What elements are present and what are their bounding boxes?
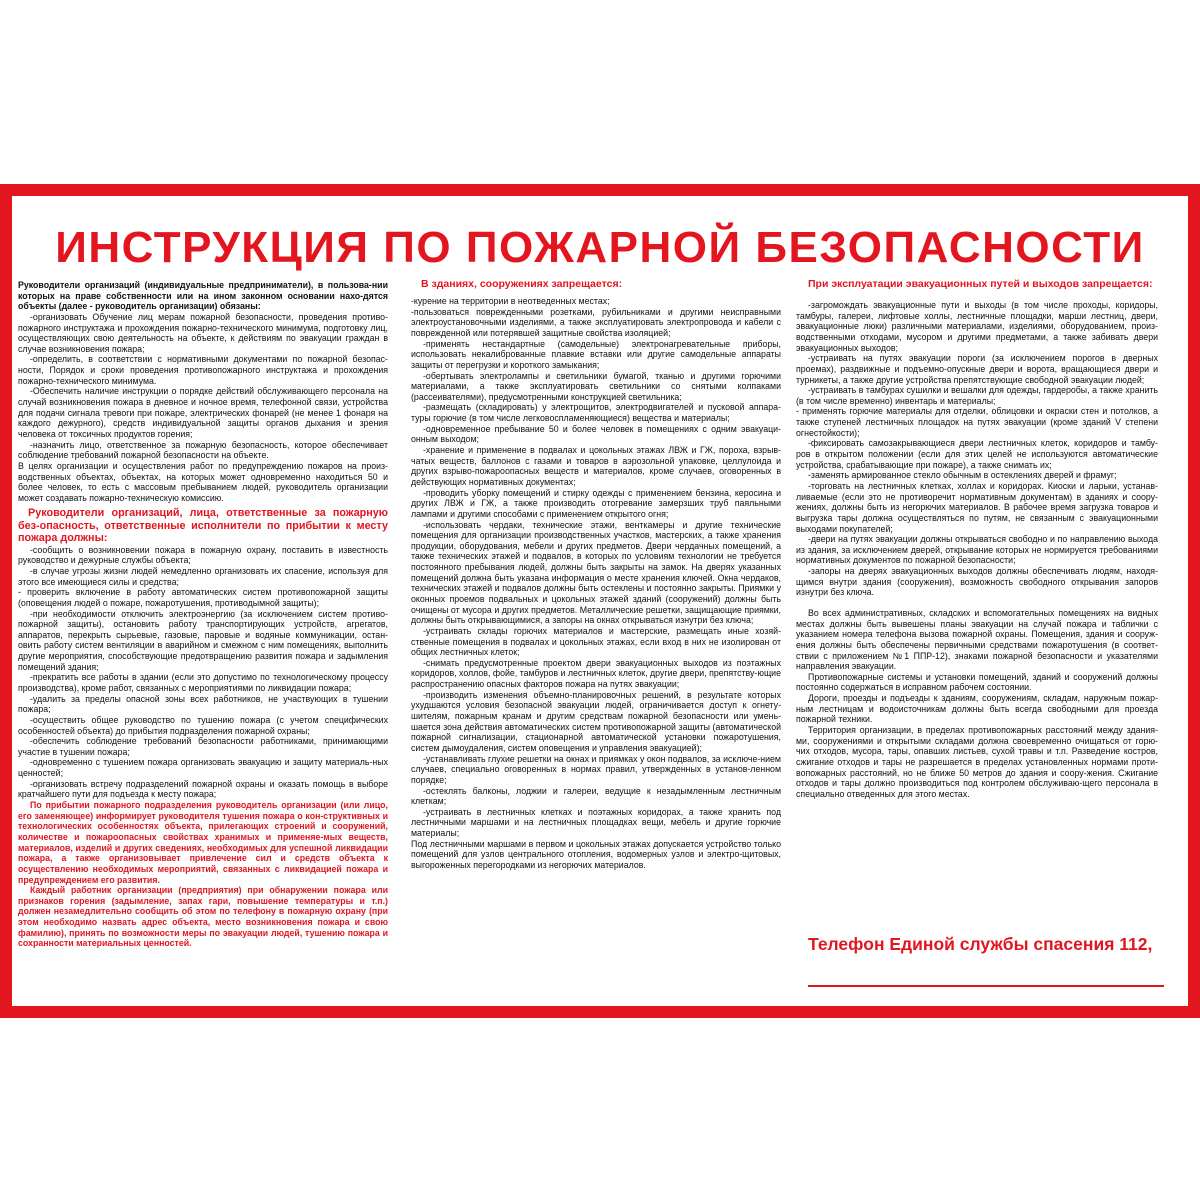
col2-item: -устраивать в лестничных клетках и поэтажных коридорах, а также хранить под лестничными маршами и на лестничных площадках вещи, мебель и другие горючие материалы;	[411, 806, 781, 839]
col2-item: -курение на территории в неотведенных местах;	[411, 296, 610, 307]
col3-paragraph: Дороги, проезды и подъезды к зданиям, сооружениям, складам, наружным пожар-ным лестницам и водоисточникам должны быть всегда свободными для проезда пожарной техники.	[796, 693, 1158, 725]
col1-red-paragraph: По прибытии пожарного подразделения руководитель организации (или лицо, его заменяющее) информирует руководителя тушения пожара о кон-структивных и технологических особенностях объекта, прилегающих строений и сооружений, количестве и пожароопасных свойствах хранимых и применяе-мых веществ, материалов, изделий и других сведениях, необходимых для успешной ликвидации пожара, а также организовывает привлечение сил и средств объекта к осуществлению необходимых мероприятий, связанных с ликвидацией пожара и предупреждением его развития.	[18, 800, 388, 885]
col2-item: -применять нестандартные (самодельные) электронагревательные приборы, использовать некалиброванные плавкие вставки или другие самодельные аппараты защиты от перегрузки и короткого замыкания;	[411, 338, 781, 370]
col2-item: -обертывать электролампы и светильники бумагой, тканью и другими горючими материалами, а также эксплуатировать светильники со снятыми колпаками (рассеивателями), предусмотренными конструкцией светильника;	[411, 370, 781, 402]
col1-item: -сообщить о возникновении пожара в пожарную охрану, поставить в известность руководство и дежурные службы объекта;	[18, 544, 388, 566]
col1-item: - проверить включение в работу автоматических систем противопожарной защиты (оповещения людей о пожаре, пожаротушения, противодымной защиты);	[18, 587, 388, 608]
col1-item: -одновременно с тушением пожара организовать эвакуацию и защиту материаль-ных ценностей;	[18, 757, 388, 779]
col2-item: -устанавливать глухие решетки на окнах и приямках у окон подвалов, за исключе-нием случаев, специально оговоренных в нормах правил, утвержденных в установ-ленном порядке;	[411, 753, 781, 785]
col2-item: -остеклять балконы, лоджии и галереи, ведущие к незадымленным лестничным клеткам;	[411, 785, 781, 807]
col3-item: -фиксировать самозакрывающиеся двери лестничных клеток, коридоров и тамбу-ров в открытом положении (если для этих целей не используются автоматические устройства, срабатывающие при пожаре), а также снимать их;	[796, 438, 1158, 470]
col2-item: -одновременное пребывание 50 и более человек в помещениях с одним эвакуаци-онным выходом;	[411, 423, 781, 445]
phone-blank-line	[808, 985, 1164, 987]
col1-item: -в случае угрозы жизни людей немедленно организовать их спасение, используя для этого все имеющиеся силы и средства;	[18, 565, 388, 587]
emergency-phone-label: Телефон Единой службы спасения 112,	[808, 934, 1153, 954]
col1-item: -при необходимости отключить электроэнергию (за исключением систем противо-пожарной защиты), остановить работу транспортирующих устройств, агрегатов, аппаратов, перекрыть сырьевые, газовые, паровые и водяные коммуникации, остан-овить работу систем вентиляции в аварийном и смежном с ним помещениях, выполнить другие мероприятия, способствующие предотвращению развития пожара и задымления помещений здания;	[18, 608, 388, 672]
col3-paragraph: Территория организации, в пределах противопожарных расстояний между здания-ми, сооружениями и открытыми складами должна своевременно очищаться от горю-чих отходов, мусора, тары, опавших листьев, сухой травы и т.п. Разведение костров, сжигание отходов и тары не разрешается в пределах установленных нормами проти-вопожарных расстояний, но не ближе 50 метров до здания и соору-жения. Сжигание отходов и тары должно производиться под контролем обслуживаю-щего персонала в специально отведенных для этого местах.	[796, 725, 1158, 799]
col1-item: -обеспечить соблюдение требований безопасности работниками, принимающими участие в тушении пожара;	[18, 736, 388, 757]
col3-item: -двери на путях эвакуации должны открываться свободно и по направлению выхода из здания, за исключением дверей, открывание которых не нормируется требованиями нормативных документов по пожарной безопасности;	[796, 534, 1158, 566]
col1-intro: Руководители организаций (индивидуальные предприниматели), в пользова-нии которых на праве собственности или на ином законном основании нахо-дятся объекты (далее - руководитель организации) обязаны:	[18, 280, 388, 312]
col3-item: - применять горючие материалы для отделки, облицовки и окраски стен и потолков, а также ступеней лестничных площадок на путях эвакуации (кроме зданий V степени огнестойкости);	[796, 406, 1158, 438]
col3-item: -торговать на лестничных клетках, холлах и коридорах. Киоски и ларьки, устанав-ливаемые (если это не противоречит нормативным документам) в зданиях и соору-жениях, должны быть из негорючих материалов. В рабочее время загрузка товаров и выгрузка тары должна осуществляться по путям, не связанным с эвакуационными выходами покупателей;	[796, 480, 1158, 534]
col3-paragraph: Во всех административных, складских и вспомогательных помещениях на видных местах должны быть вывешены планы эвакуации на случай пожара и таблички с указанием номера телефона вызова пожарной охраны. Помещения, здания и сооруж-ения должны быть обеспечены первичными средствами пожаротушения (в соответ-ствии с приложением №1 ППР-12), знаками пожарной безопасности и указателями направления эвакуации.	[796, 608, 1158, 672]
col3-item: -загромождать эвакуационные пути и выходы (в том числе проходы, коридоры, тамбуры, галереи, лифтовые холлы, лестничные площадки, марши лестниц, двери, эвакуационные люки) различными материалами, изделиями, оборудованием, произ-водственными отходами, мусором и другими предметами, а также забивать двери эвакуационных выходов;	[796, 300, 1158, 353]
col1-item: -Обеспечить наличие инструкции о порядке действий обслуживающего персонала на случай возникновения пожара в дневное и ночное время, телефонной связи, устройства для подачи сигнала тревоги при пожаре, электрических фонарей (не менее 1 фонаря на каждого дежурного), средств индивидуальной защиты органов дыхания и зрения человека от токсичных продуктов горения;	[18, 386, 388, 439]
col2-item: -использовать чердаки, технические этажи, венткамеры и другие технические помещения для организации производственных участков, мастерских, а также хранения продукции, оборудования, мебели и других предметов. Двери чердачных помещений, а также технических этажей и подвалов, в которых по условиям технологии не требуется постоянного пребывания людей, должны быть закрыты на замок. На дверях указанных помещений должна быть указана информация о месте хранения ключей. Окна чердаков, технических этажей и подвалов должны быть остеклены и постоянно закрыты. Приямки у оконных проемов подвальных и цокольных этажей зданий (сооружений) должны быть очищены от мусора и других предметов. Металлические решетки, защищающие приямки, должны быть открывающимися, а запоры на окнах открываться изнутри без ключа;	[411, 519, 781, 626]
col2-item: -производить изменения объемно-планировочных решений, в результате которых ухудшаются условия безопасной эвакуации людей, ограничивается доступ к огнету-шителям, пожарным кранам и другим средствам пожарной безопасности или умень-шается зона действия автоматических систем противопожарной защиты (автоматической пожарной сигнализации, стационарной автоматической установки пожаротушения, систем дымоудаления, систем оповещения и управления эвакуацией);	[411, 689, 781, 753]
col1-paragraph: В целях организации и осуществления работ по предупреждению пожаров на произ-водственных объектах, объектах, на которых может одновременно находиться 50 и более человек, то есть с массовым пребыванием людей, руководитель организации может создавать пожарно-техническую комиссию.	[18, 460, 388, 503]
col1-heading-red: Руководители организаций, лица, ответственные за пожарную без-опасность, ответственные исполнители по прибытии к месту пожара должны:	[18, 507, 388, 545]
col3-item: -устраивать в тамбурах сушилки и вешалки для одежды, гардеробы, а также хранить (в том числе временно) инвентарь и материалы;	[796, 385, 1158, 406]
col2-item: -хранение и применение в подвалах и цокольных этажах ЛВЖ и ГЖ, пороха, взрыв-чатых веществ, баллонов с газами и товаров в аэрозольной упаковке, целлулоида и других взрыво-пожароопасных веществ и материалов, кроме случаев, оговоренных в действующих нормативных документах;	[411, 445, 781, 487]
col1-item: -определить, в соответствии с нормативными документами по пожарной безопас-ности, Порядок и сроки проведения противопожарного инструктажа и прохождения пожарно-технического минимума.	[18, 354, 388, 386]
col1-item: -назначить лицо, ответственное за пожарную безопасность, которое обеспечивает соблюдение требований пожарной безопасности на объекте.	[18, 439, 388, 461]
col2-item: -размещать (складировать) у электрощитов, электродвигателей и пусковой аппара-туры горючие (в том числе легковоспламеняющиеся) вещества и материалы;	[411, 402, 781, 424]
column-right	[796, 278, 1158, 858]
column-left	[18, 280, 388, 1000]
col3-item: -устраивать на путях эвакуации пороги (за исключением порогов в дверных проемах), раздвижные и подъемно-опускные двери и ворота, вращающиеся двери и турникеты, а также другие устройства препятствующие свободной эвакуации людей;	[796, 353, 1158, 385]
col1-item: -осуществить общее руководство по тушению пожара (с учетом специфических особенностей объекта) до прибытия подразделения пожарной охраны;	[18, 714, 388, 736]
col3-item: -запоры на дверях эвакуационных выходов должны обеспечивать людям, находя-щимся внутри здания (сооружения), возможность свободного открывания запоров изнутри без ключа.	[796, 566, 1158, 598]
col1-item: -организовать Обучение лиц мерам пожарной безопасности, проведения противо-пожарного инструктажа и прохождения пожарно-технического минимума, подготовку лиц, осуществляющих свою деятельность на объекте, к действиям по эвакуации граждан в случае возникновения пожара;	[18, 311, 388, 354]
col2-final-paragraph: Под лестничными маршами в первом и цокольных этажах допускается устройство только помещений для узлов центрального отопления, водомерных узлов и электро-щитовых, выгороженных перегородками из негорючих материалов.	[411, 838, 781, 871]
col3-paragraph: Противопожарные системы и установки помещений, зданий и сооружений должны постоянно содержаться в исправном рабочем состоянии.	[796, 671, 1158, 693]
col3-item: -заменять армированное стекло обычным в остеклениях дверей и фрамуг;	[808, 470, 1117, 481]
poster-title: ИНСТРУКЦИЯ ПО ПОЖАРНОЙ БЕЗОПАСНОСТИ	[55, 223, 1145, 272]
col2-item: -снимать предусмотренные проектом двери эвакуационных выходов из поэтажных коридоров, холлов, фойе, тамбуров и лестничных клеток, другие двери, препятству-ющие распространению опасных факторов пожара на путях эвакуации;	[411, 657, 781, 690]
col2-item: -пользоваться поврежденными розетками, рубильниками и другими неисправными электроустановочными изделиями, а также эксплуатировать электропровода и кабели с поврежденной или потерявшей защитные свойства изоляцией;	[411, 306, 781, 338]
col1-item: -организовать встречу подразделений пожарной охраны и оказать помощь в выборе кратчайшего пути для подъезда к месту пожара;	[18, 778, 388, 800]
col1-item: -прекратить все работы в здании (если это допустимо по технологическому процессу производства), кроме работ, связанных с мероприятиями по ликвидации пожара;	[18, 672, 388, 693]
column-middle	[411, 278, 781, 998]
col1-item: -удалить за пределы опасной зоны всех работников, не участвующих в тушении пожара;	[18, 693, 388, 715]
col2-heading-red: В зданиях, сооружениях запрещается:	[421, 278, 623, 290]
col2-item: -проводить уборку помещений и стирку одежды с применением бензина, керосина и других ЛВЖ и ГЖ, а также производить отогревание замерзших труб паяльными лампами и другими способами с применением открытого огня;	[411, 487, 781, 519]
col2-item: -устраивать склады горючих материалов и мастерские, размещать иные хозяй-ственные помещения в подвалах и цокольных этажах, если вход в них не изолирован от общих лестничных клеток;	[411, 625, 781, 658]
col1-red-paragraph: Каждый работник организации (предприятия) при обнаружении пожара или признаков горения (задымление, запах гари, повышение температуры и т.п.) должен незамедлительно сообщить об этом по телефону в пожарную охрану (при этом необходимо назвать адрес объекта, место возникновения пожара и свою фамилию), принять по возможности меры по эвакуации людей, тушению пожара и сохранности материальных ценностей.	[18, 885, 388, 949]
col3-heading-red: При эксплуатации эвакуационных путей и выходов запрещается:	[808, 278, 1153, 290]
